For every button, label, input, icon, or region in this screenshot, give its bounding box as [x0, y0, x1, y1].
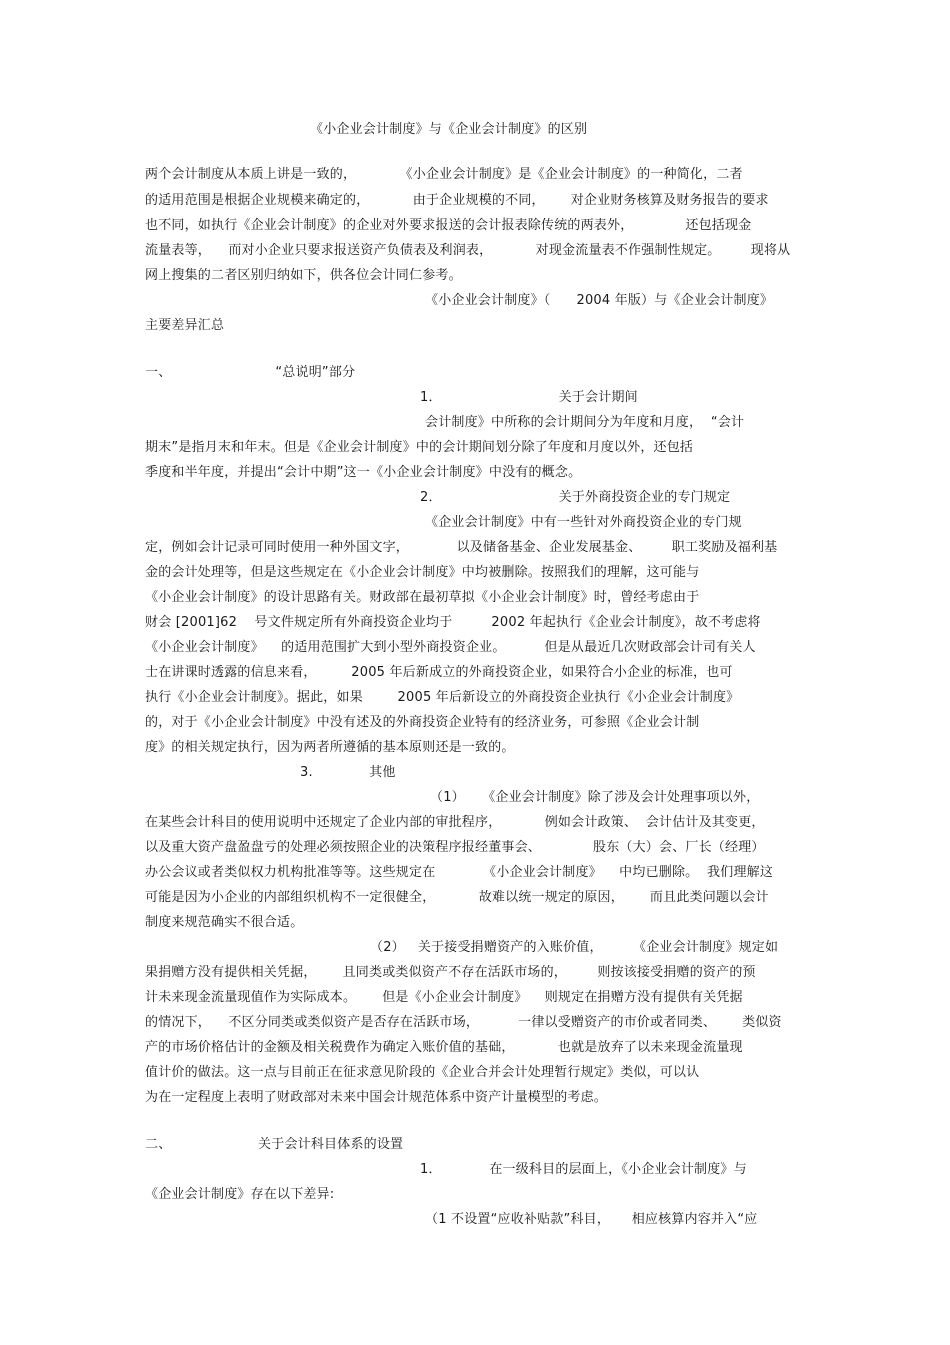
- text-line: （2） 关于接受捐赠资产的入账价值， 《企业会计制度》规定如: [370, 940, 779, 955]
- text-line: 在某些会计科目的使用说明中还规定了企业内部的审批程序， 例如会计政策、 会计估计及其变更，: [145, 815, 765, 830]
- text-line: 也不同，如执行《企业会计制度》的企业对外要求报送的会计报表除传统的两表外， 还包括现金: [145, 218, 752, 233]
- text-line: 两个会计制度从本质上讲是一致的， 《小企业会计制度》是《企业会计制度》的一种简化，二者: [145, 167, 743, 182]
- text-line: 可能是因为小企业的内部组织机构不一定很健全， 故难以统一规定的原因， 而且此类问题以会计: [145, 890, 769, 905]
- subsection-heading: 2． 关于外商投资企业的专门规定: [420, 490, 731, 505]
- text-line: 会计制度》中所称的会计期间分为年度和月度， “会计: [425, 415, 745, 430]
- text-line: 1． 在一级科目的层面上，《小企业会计制度》与: [420, 1162, 747, 1177]
- text-line: 财会 [2001]62 号文件规定所有外商投资企业均于 2002 年起执行《企业会计制度》，故不考虑将: [145, 615, 761, 630]
- section-heading: 二、 关于会计科目体系的设置: [145, 1137, 404, 1152]
- section-heading: 一、 “总说明”部分: [145, 365, 356, 380]
- text-line: 期末”是指月末和年末。但是《企业会计制度》中的会计期间划分除了年度和月度以外，还包括: [145, 440, 694, 455]
- text-line: 执行《小企业会计制度》。据此，如果 2005 年后新设立的外商投资企业执行《小企业会计制度》: [145, 690, 740, 705]
- text-line: 《小企业会计制度》（ 2004 年版）与《企业会计制度》: [425, 293, 774, 308]
- text-line: 流量表等， 而对小企业只要求报送资产负债表及利润表， 对现金流量表不作强制性规定。 现将从: [145, 243, 791, 258]
- text-line: 度》的相关规定执行，因为两者所遵循的基本原则还是一致的。: [145, 740, 515, 755]
- text-line: （1 不设置“应收补贴款”科目， 相应核算内容并入“应: [425, 1212, 758, 1227]
- text-line: 办公会议或者类似权力机构批准等等。这些规定在 《小企业会计制度》 中均已删除。 我们理解这: [145, 865, 774, 880]
- text-line: 以及重大资产盘盈盘亏的处理必须按照企业的决策程序报经董事会、 股东（大）会、厂长（经理）: [145, 840, 765, 855]
- text-line: 的情况下， 不区分同类或类似资产是否存在活跃市场， 一律以受赠资产的市价或者同类、 类似资: [145, 1015, 782, 1030]
- text-line: 的，对于《小企业会计制度》中没有述及的外商投资企业特有的经济业务，可参照《企业会计制: [145, 715, 700, 730]
- text-line: 《企业会计制度》存在以下差异:: [145, 1187, 335, 1202]
- text-line: 计未来现金流量现值作为实际成本。 但是《小企业会计制度》 则规定在捐赠方没有提供有关凭据: [145, 990, 743, 1005]
- text-line: 的适用范围是根据企业规模来确定的， 由于企业规模的不同， 对企业财务核算及财务报告的要求: [145, 193, 769, 208]
- text-line: 季度和半年度，并提出“会计中期”这一《小企业会计制度》中没有的概念。: [145, 465, 582, 480]
- text-line: 《小企业会计制度》 的适用范围扩大到小型外商投资企业。 但是从最近几次财政部会计司有关人: [145, 640, 756, 655]
- text-line: 定，例如会计记录可同时使用一种外国文字， 以及储备基金、企业发展基金、 职工奖励及福利基: [145, 540, 778, 555]
- section-heading: 主要差异汇总: [145, 318, 225, 333]
- text-line: （1） 《企业会计制度》除了涉及会计处理事项以外，: [430, 790, 760, 805]
- text-line: 《小企业会计制度》的设计思路有关。财政部在最初草拟《小企业会计制度》时，曾经考虑由于: [145, 590, 700, 605]
- text-line: 为在一定程度上表明了财政部对未来中国会计规范体系中资产计量模型的考虑。: [145, 1090, 608, 1105]
- subsection-heading: 3. 其他: [300, 765, 396, 780]
- text-line: 金的会计处理等，但是这些规定在《小企业会计制度》中均被删除。按照我们的理解，这可能与: [145, 565, 700, 580]
- text-line: 制度来规范确实不很合适。: [145, 915, 304, 930]
- text-line: 值计价的做法。这一点与目前正在征求意见阶段的《企业合并会计处理暂行规定》类似，可以认: [145, 1065, 700, 1080]
- text-line: 网上搜集的二者区别归纳如下，供各位会计同仁参考。: [145, 268, 462, 283]
- text-line: 士在讲课时透露的信息来看， 2005 年后新成立的外商投资企业，如果符合小企业的标准，也可: [145, 665, 733, 680]
- subsection-heading: 1． 关于会计期间: [420, 390, 638, 405]
- document-title: 《小企业会计制度》与《企业会计制度》的区别: [310, 122, 588, 137]
- text-line: 《企业会计制度》中有一些针对外商投资企业的专门规: [425, 515, 742, 530]
- text-line: 产的市场价格估计的金额及相关税费作为确定入账价值的基础， 也就是放弃了以未来现金流量现: [145, 1040, 743, 1055]
- text-line: 果捐赠方没有提供相关凭据， 且同类或类似资产不存在活跃市场的， 则按该接受捐赠的资产的预: [145, 965, 756, 980]
